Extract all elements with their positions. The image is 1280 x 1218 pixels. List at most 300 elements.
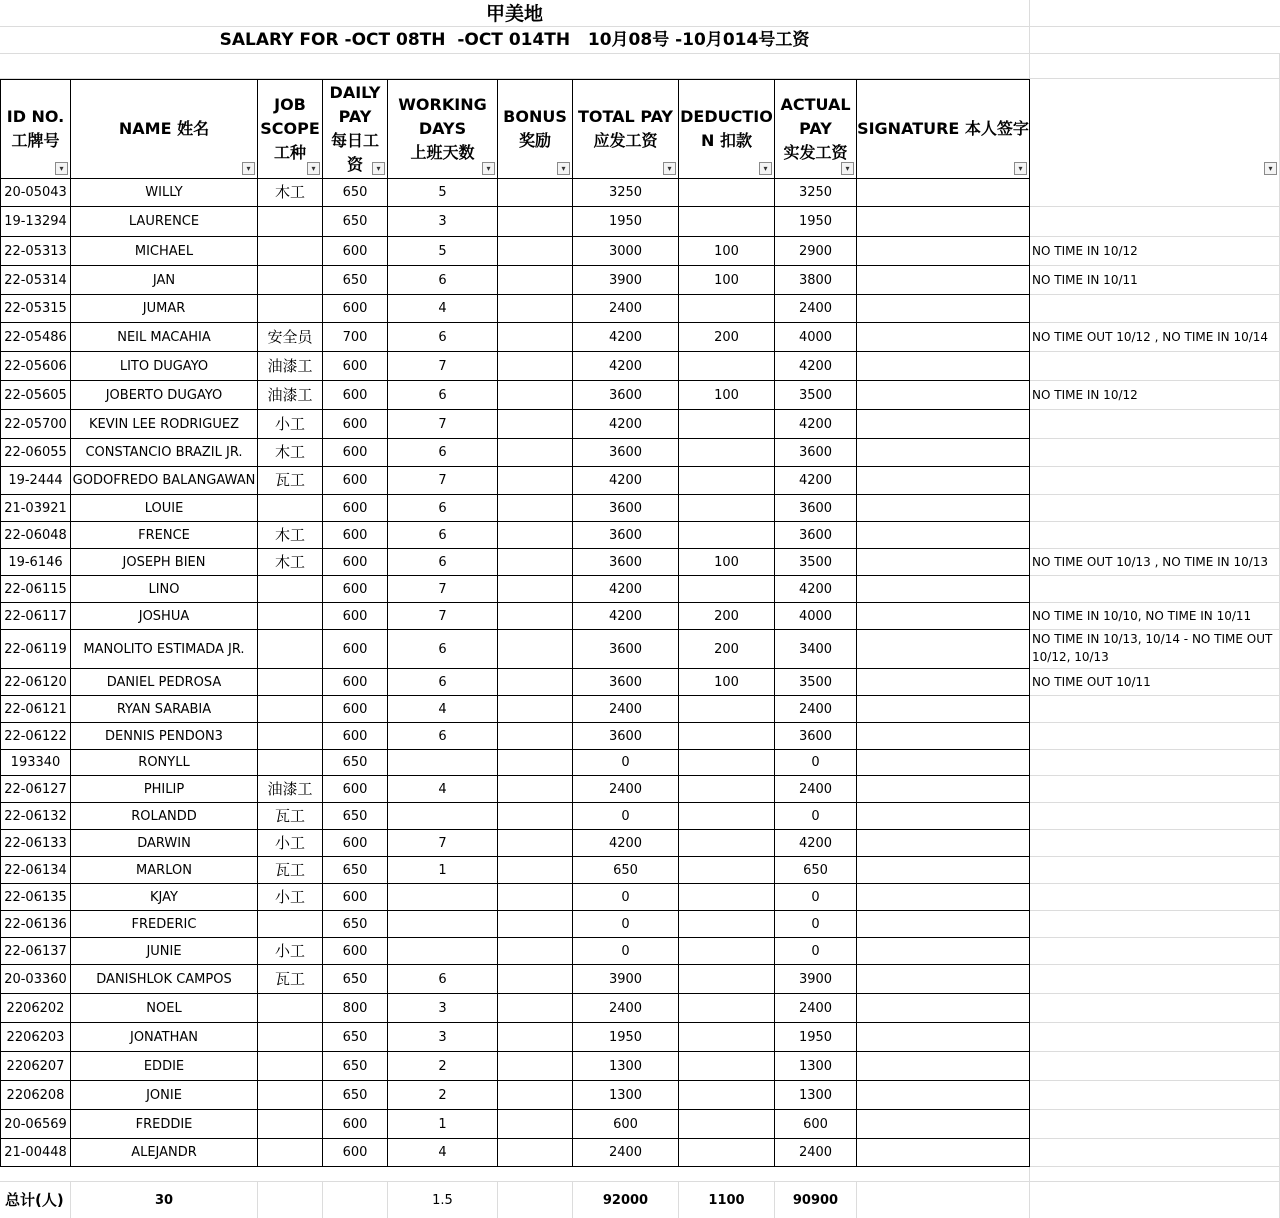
bonus-cell[interactable] xyxy=(498,1139,572,1166)
actual-pay-cell[interactable]: 0 xyxy=(811,889,820,905)
daily-pay-cell[interactable]: 600 xyxy=(342,608,368,624)
name-cell[interactable]: NEIL MACAHIA xyxy=(117,329,211,345)
bonus-cell[interactable] xyxy=(498,576,572,602)
job-scope-cell[interactable] xyxy=(258,603,322,629)
deduction-cell[interactable]: 100 xyxy=(714,674,739,690)
deduction-cell[interactable]: 100 xyxy=(714,243,739,259)
job-scope-cell[interactable] xyxy=(258,1023,322,1051)
signature-cell[interactable] xyxy=(857,323,1029,351)
deduction-cell[interactable] xyxy=(679,857,774,883)
job-scope-cell[interactable] xyxy=(258,1110,322,1138)
totals-label[interactable]: 总计(人) xyxy=(5,1191,64,1209)
signature-cell[interactable] xyxy=(857,237,1029,265)
id-cell[interactable]: 20-06569 xyxy=(4,1116,67,1132)
totals-actual-pay[interactable]: 90900 xyxy=(792,1193,839,1208)
actual-pay-cell[interactable]: 1950 xyxy=(798,214,833,229)
working-days-cell[interactable]: 7 xyxy=(438,473,447,488)
name-cell[interactable]: JONATHAN xyxy=(129,1029,198,1045)
deduction-cell[interactable] xyxy=(679,776,774,802)
working-days-cell[interactable]: 7 xyxy=(438,416,447,432)
id-cell[interactable]: 22-06127 xyxy=(4,781,67,797)
total-pay-cell[interactable]: 3600 xyxy=(608,554,643,570)
actual-pay-cell[interactable]: 3900 xyxy=(798,971,833,987)
name-cell[interactable]: LINO xyxy=(148,581,180,597)
daily-pay-cell[interactable]: 600 xyxy=(342,1145,368,1160)
working-days-cell[interactable] xyxy=(388,938,497,964)
name-cell[interactable]: DANIEL PEDROSA xyxy=(106,674,222,690)
working-days-cell[interactable]: 6 xyxy=(438,527,447,543)
bonus-cell[interactable] xyxy=(498,965,572,993)
daily-pay-cell[interactable]: 600 xyxy=(342,358,368,374)
daily-pay-cell[interactable]: 650 xyxy=(342,1087,368,1103)
name-cell[interactable]: EDDIE xyxy=(143,1058,185,1074)
id-cell[interactable]: 22-05486 xyxy=(4,329,67,345)
id-cell[interactable]: 22-05700 xyxy=(4,416,67,432)
working-days-cell[interactable]: 7 xyxy=(438,835,447,851)
working-days-cell[interactable]: 2 xyxy=(438,1058,447,1074)
signature-cell[interactable] xyxy=(857,630,1029,668)
daily-pay-cell[interactable]: 650 xyxy=(342,971,368,987)
deduction-cell[interactable] xyxy=(679,830,774,856)
daily-pay-cell[interactable]: 600 xyxy=(342,701,368,717)
signature-cell[interactable] xyxy=(857,857,1029,883)
total-pay-cell[interactable]: 3600 xyxy=(608,728,643,744)
signature-cell[interactable] xyxy=(857,938,1029,964)
total-pay-cell[interactable]: 2400 xyxy=(608,301,643,316)
actual-pay-cell[interactable]: 600 xyxy=(803,1116,828,1132)
working-days-cell[interactable]: 7 xyxy=(438,358,447,374)
filter-dropdown-icon[interactable]: ▾ xyxy=(55,162,68,175)
total-pay-cell[interactable]: 4200 xyxy=(608,608,643,624)
signature-cell[interactable] xyxy=(857,603,1029,629)
bonus-cell[interactable] xyxy=(498,1052,572,1080)
name-cell[interactable]: WILLY xyxy=(145,185,183,200)
bonus-cell[interactable] xyxy=(498,669,572,695)
deduction-cell[interactable] xyxy=(679,994,774,1022)
deduction-cell[interactable] xyxy=(679,965,774,993)
total-pay-cell[interactable]: 2400 xyxy=(608,1000,643,1016)
job-scope-cell[interactable]: 油漆工 xyxy=(267,356,313,375)
deduction-cell[interactable] xyxy=(679,295,774,322)
total-pay-cell[interactable]: 3600 xyxy=(608,527,643,543)
bonus-cell[interactable] xyxy=(498,938,572,964)
name-cell[interactable]: FREDERIC xyxy=(131,916,197,932)
id-cell[interactable]: 22-05313 xyxy=(4,243,67,259)
job-scope-cell[interactable] xyxy=(258,237,322,265)
deduction-cell[interactable] xyxy=(679,522,774,548)
actual-pay-cell[interactable]: 2400 xyxy=(798,781,833,797)
signature-cell[interactable] xyxy=(857,549,1029,575)
signature-cell[interactable] xyxy=(857,439,1029,466)
total-pay-cell[interactable]: 600 xyxy=(613,1116,638,1132)
daily-pay-cell[interactable]: 600 xyxy=(342,835,368,851)
job-scope-cell[interactable] xyxy=(258,1081,322,1109)
id-cell[interactable]: 22-06119 xyxy=(4,641,67,657)
job-scope-cell[interactable]: 木工 xyxy=(274,525,305,544)
id-cell[interactable]: 21-03921 xyxy=(4,500,67,516)
signature-cell[interactable] xyxy=(857,994,1029,1022)
total-pay-cell[interactable]: 4200 xyxy=(608,329,643,345)
deduction-cell[interactable] xyxy=(679,750,774,775)
job-scope-cell[interactable]: 木工 xyxy=(274,183,305,201)
job-scope-cell[interactable]: 瓦工 xyxy=(274,806,305,825)
total-pay-cell[interactable]: 0 xyxy=(621,755,630,770)
filter-dropdown-icon[interactable]: ▾ xyxy=(482,162,495,175)
actual-pay-cell[interactable]: 4200 xyxy=(798,416,833,432)
deduction-cell[interactable] xyxy=(679,696,774,722)
name-cell[interactable]: MANOLITO ESTIMADA JR. xyxy=(83,641,245,657)
signature-cell[interactable] xyxy=(857,1023,1029,1051)
bonus-cell[interactable] xyxy=(498,696,572,722)
id-cell[interactable]: 2206207 xyxy=(6,1058,65,1074)
deduction-cell[interactable] xyxy=(679,352,774,380)
daily-pay-cell[interactable]: 650 xyxy=(342,1058,368,1074)
bonus-cell[interactable] xyxy=(498,776,572,802)
actual-pay-cell[interactable]: 4200 xyxy=(798,835,833,851)
deduction-cell[interactable] xyxy=(679,1023,774,1051)
deduction-cell[interactable] xyxy=(679,803,774,829)
total-pay-cell[interactable]: 0 xyxy=(621,889,630,905)
deduction-cell[interactable] xyxy=(679,495,774,521)
signature-cell[interactable] xyxy=(857,911,1029,937)
name-cell[interactable]: DARWIN xyxy=(137,835,191,851)
id-cell[interactable]: 22-06055 xyxy=(4,445,67,460)
id-cell[interactable]: 22-06133 xyxy=(4,835,67,851)
total-pay-cell[interactable]: 0 xyxy=(621,943,630,959)
id-cell[interactable]: 22-05606 xyxy=(4,358,67,374)
working-days-cell[interactable]: 6 xyxy=(438,971,447,987)
job-scope-cell[interactable]: 油漆工 xyxy=(267,779,313,798)
bonus-cell[interactable] xyxy=(498,830,572,856)
id-cell[interactable]: 22-06121 xyxy=(4,701,67,717)
signature-cell[interactable] xyxy=(857,669,1029,695)
id-cell[interactable]: 22-06134 xyxy=(4,862,67,878)
deduction-cell[interactable] xyxy=(679,207,774,236)
signature-cell[interactable] xyxy=(857,467,1029,494)
bonus-cell[interactable] xyxy=(498,1110,572,1138)
total-pay-cell[interactable]: 3600 xyxy=(608,641,643,657)
job-scope-cell[interactable] xyxy=(258,266,322,294)
total-pay-cell[interactable]: 3600 xyxy=(608,445,643,460)
id-cell[interactable]: 22-05314 xyxy=(4,272,67,288)
daily-pay-cell[interactable]: 650 xyxy=(342,272,368,288)
working-days-cell[interactable]: 6 xyxy=(438,387,447,403)
bonus-cell[interactable] xyxy=(498,522,572,548)
bonus-cell[interactable] xyxy=(498,179,572,206)
id-cell[interactable]: 22-06135 xyxy=(4,889,67,905)
job-scope-cell[interactable]: 油漆工 xyxy=(267,385,313,404)
name-cell[interactable]: JUMAR xyxy=(142,301,186,316)
name-cell[interactable]: LOUIE xyxy=(144,500,184,516)
name-cell[interactable]: LITO DUGAYO xyxy=(119,358,209,374)
total-pay-cell[interactable]: 0 xyxy=(621,916,630,932)
name-cell[interactable]: JAN xyxy=(152,272,176,288)
filter-dropdown-icon[interactable]: ▾ xyxy=(841,162,854,175)
actual-pay-cell[interactable]: 4200 xyxy=(798,358,833,374)
total-pay-cell[interactable]: 4200 xyxy=(608,358,643,374)
name-cell[interactable]: JUNIE xyxy=(146,943,182,959)
bonus-cell[interactable] xyxy=(498,237,572,265)
name-cell[interactable]: KJAY xyxy=(150,889,178,905)
job-scope-cell[interactable] xyxy=(258,669,322,695)
job-scope-cell[interactable] xyxy=(258,1052,322,1080)
actual-pay-cell[interactable]: 0 xyxy=(811,755,820,770)
working-days-cell[interactable]: 3 xyxy=(438,1000,447,1016)
name-cell[interactable]: PHILIP xyxy=(143,781,185,797)
job-scope-cell[interactable] xyxy=(258,994,322,1022)
bonus-cell[interactable] xyxy=(498,803,572,829)
total-pay-cell[interactable]: 3600 xyxy=(608,387,643,403)
name-cell[interactable]: JOSEPH BIEN xyxy=(122,554,206,570)
actual-pay-cell[interactable]: 2400 xyxy=(798,701,833,717)
filter-dropdown-icon[interactable]: ▾ xyxy=(372,162,385,175)
job-scope-cell[interactable] xyxy=(258,207,322,236)
working-days-cell[interactable]: 7 xyxy=(438,608,447,624)
name-cell[interactable]: ALEJANDR xyxy=(131,1145,197,1160)
signature-cell[interactable] xyxy=(857,381,1029,409)
actual-pay-cell[interactable]: 3400 xyxy=(798,641,833,657)
job-scope-cell[interactable] xyxy=(258,750,322,775)
job-scope-cell[interactable]: 木工 xyxy=(274,552,305,571)
name-cell[interactable]: FRENCE xyxy=(138,527,190,543)
working-days-cell[interactable]: 6 xyxy=(438,500,447,516)
actual-pay-cell[interactable]: 3800 xyxy=(798,272,833,288)
id-cell[interactable]: 22-06120 xyxy=(4,674,67,690)
signature-cell[interactable] xyxy=(857,352,1029,380)
filter-dropdown-icon[interactable]: ▾ xyxy=(307,162,320,175)
deduction-cell[interactable]: 200 xyxy=(714,608,739,624)
total-pay-cell[interactable]: 3600 xyxy=(608,674,643,690)
total-pay-cell[interactable]: 1950 xyxy=(608,214,643,229)
deduction-cell[interactable] xyxy=(679,1081,774,1109)
working-days-cell[interactable] xyxy=(388,803,497,829)
name-cell[interactable]: MICHAEL xyxy=(134,243,194,259)
actual-pay-cell[interactable]: 3500 xyxy=(798,554,833,570)
signature-cell[interactable] xyxy=(857,1052,1029,1080)
total-pay-cell[interactable]: 3900 xyxy=(608,971,643,987)
total-pay-cell[interactable]: 2400 xyxy=(608,1145,643,1160)
actual-pay-cell[interactable]: 3500 xyxy=(798,387,833,403)
id-cell[interactable]: 22-06048 xyxy=(4,527,67,543)
working-days-cell[interactable] xyxy=(388,750,497,775)
totals-days[interactable]: 1.5 xyxy=(432,1193,453,1208)
daily-pay-cell[interactable]: 650 xyxy=(342,214,368,229)
job-scope-cell[interactable] xyxy=(258,576,322,602)
bonus-cell[interactable] xyxy=(498,723,572,749)
working-days-cell[interactable] xyxy=(388,911,497,937)
actual-pay-cell[interactable]: 2400 xyxy=(798,1000,833,1016)
id-cell[interactable]: 19-6146 xyxy=(8,554,63,570)
daily-pay-cell[interactable]: 600 xyxy=(342,889,368,905)
working-days-cell[interactable]: 7 xyxy=(438,581,447,597)
deduction-cell[interactable]: 200 xyxy=(714,641,739,657)
job-scope-cell[interactable]: 小工 xyxy=(274,941,305,960)
actual-pay-cell[interactable]: 4200 xyxy=(798,581,833,597)
deduction-cell[interactable] xyxy=(679,576,774,602)
job-scope-cell[interactable]: 瓦工 xyxy=(274,860,305,879)
working-days-cell[interactable]: 4 xyxy=(438,301,447,316)
name-cell[interactable]: JOSHUA xyxy=(138,608,190,624)
working-days-cell[interactable]: 6 xyxy=(438,728,447,744)
signature-cell[interactable] xyxy=(857,803,1029,829)
filter-dropdown-icon[interactable]: ▾ xyxy=(1014,162,1027,175)
working-days-cell[interactable]: 4 xyxy=(438,701,447,717)
daily-pay-cell[interactable]: 650 xyxy=(342,185,368,200)
actual-pay-cell[interactable]: 3600 xyxy=(798,728,833,744)
bonus-cell[interactable] xyxy=(498,295,572,322)
daily-pay-cell[interactable]: 650 xyxy=(342,808,368,824)
filter-dropdown-icon[interactable]: ▾ xyxy=(1264,162,1277,175)
actual-pay-cell[interactable]: 1300 xyxy=(798,1087,833,1103)
total-pay-cell[interactable]: 4200 xyxy=(608,835,643,851)
total-pay-cell[interactable]: 1950 xyxy=(608,1029,643,1045)
actual-pay-cell[interactable]: 4000 xyxy=(798,329,833,345)
daily-pay-cell[interactable]: 600 xyxy=(342,1116,368,1132)
signature-cell[interactable] xyxy=(857,410,1029,438)
working-days-cell[interactable] xyxy=(388,884,497,910)
actual-pay-cell[interactable]: 4000 xyxy=(798,608,833,624)
signature-cell[interactable] xyxy=(857,495,1029,521)
bonus-cell[interactable] xyxy=(498,495,572,521)
deduction-cell[interactable] xyxy=(679,1110,774,1138)
total-pay-cell[interactable]: 4200 xyxy=(608,473,643,488)
actual-pay-cell[interactable]: 3600 xyxy=(798,527,833,543)
daily-pay-cell[interactable]: 600 xyxy=(342,416,368,432)
job-scope-cell[interactable] xyxy=(258,295,322,322)
bonus-cell[interactable] xyxy=(498,884,572,910)
bonus-cell[interactable] xyxy=(498,410,572,438)
name-cell[interactable]: GODOFREDO BALANGAWAN xyxy=(72,473,256,488)
daily-pay-cell[interactable]: 600 xyxy=(342,445,368,460)
working-days-cell[interactable]: 1 xyxy=(438,1116,447,1132)
bonus-cell[interactable] xyxy=(498,603,572,629)
job-scope-cell[interactable] xyxy=(258,495,322,521)
name-cell[interactable]: MARLON xyxy=(136,862,192,878)
name-cell[interactable]: LAURENCE xyxy=(128,214,200,229)
total-pay-cell[interactable]: 2400 xyxy=(608,701,643,717)
actual-pay-cell[interactable]: 3600 xyxy=(798,500,833,516)
id-cell[interactable]: 21-00448 xyxy=(4,1145,67,1160)
actual-pay-cell[interactable]: 4200 xyxy=(798,473,833,488)
actual-pay-cell[interactable]: 650 xyxy=(803,862,828,878)
name-cell[interactable]: DANISHLOK CAMPOS xyxy=(96,971,232,987)
bonus-cell[interactable] xyxy=(498,467,572,494)
daily-pay-cell[interactable]: 600 xyxy=(342,243,368,259)
name-cell[interactable]: ROLANDD xyxy=(131,808,197,824)
name-cell[interactable]: JONIE xyxy=(146,1087,182,1103)
total-pay-cell[interactable]: 0 xyxy=(621,808,630,824)
id-cell[interactable]: 2206203 xyxy=(6,1029,65,1045)
actual-pay-cell[interactable]: 1950 xyxy=(798,1029,833,1045)
daily-pay-cell[interactable]: 600 xyxy=(342,527,368,543)
job-scope-cell[interactable] xyxy=(258,911,322,937)
job-scope-cell[interactable]: 小工 xyxy=(274,833,305,852)
name-cell[interactable]: KEVIN LEE RODRIGUEZ xyxy=(89,416,239,432)
actual-pay-cell[interactable]: 2900 xyxy=(798,243,833,259)
job-scope-cell[interactable]: 小工 xyxy=(274,887,305,906)
daily-pay-cell[interactable]: 600 xyxy=(342,674,368,690)
deduction-cell[interactable] xyxy=(679,884,774,910)
deduction-cell[interactable] xyxy=(679,911,774,937)
signature-cell[interactable] xyxy=(857,696,1029,722)
bonus-cell[interactable] xyxy=(498,323,572,351)
working-days-cell[interactable]: 6 xyxy=(438,272,447,288)
filter-dropdown-icon[interactable]: ▾ xyxy=(759,162,772,175)
working-days-cell[interactable]: 6 xyxy=(438,329,447,345)
working-days-cell[interactable]: 4 xyxy=(438,781,447,797)
deduction-cell[interactable] xyxy=(679,179,774,206)
actual-pay-cell[interactable]: 3600 xyxy=(798,445,833,460)
actual-pay-cell[interactable]: 1300 xyxy=(798,1058,833,1074)
id-cell[interactable]: 22-05315 xyxy=(4,301,67,316)
deduction-cell[interactable] xyxy=(679,938,774,964)
id-cell[interactable]: 20-05043 xyxy=(4,185,67,200)
totals-deduction[interactable]: 1100 xyxy=(708,1193,745,1208)
daily-pay-cell[interactable]: 600 xyxy=(342,387,368,403)
total-pay-cell[interactable]: 4200 xyxy=(608,416,643,432)
working-days-cell[interactable]: 2 xyxy=(438,1087,447,1103)
actual-pay-cell[interactable]: 3500 xyxy=(798,674,833,690)
daily-pay-cell[interactable]: 650 xyxy=(342,916,368,932)
id-cell[interactable]: 20-03360 xyxy=(4,971,67,987)
deduction-cell[interactable]: 100 xyxy=(714,387,739,403)
filter-dropdown-icon[interactable]: ▾ xyxy=(557,162,570,175)
daily-pay-cell[interactable]: 600 xyxy=(342,500,368,516)
name-cell[interactable]: JOBERTO DUGAYO xyxy=(105,387,223,403)
name-cell[interactable]: FREDDIE xyxy=(135,1116,193,1132)
deduction-cell[interactable]: 200 xyxy=(714,329,739,345)
signature-cell[interactable] xyxy=(857,295,1029,322)
total-pay-cell[interactable]: 2400 xyxy=(608,781,643,797)
working-days-cell[interactable]: 3 xyxy=(438,1029,447,1045)
working-days-cell[interactable]: 6 xyxy=(438,641,447,657)
bonus-cell[interactable] xyxy=(498,266,572,294)
actual-pay-cell[interactable]: 2400 xyxy=(798,1145,833,1160)
working-days-cell[interactable]: 6 xyxy=(438,445,447,460)
actual-pay-cell[interactable]: 0 xyxy=(811,916,820,932)
daily-pay-cell[interactable]: 600 xyxy=(342,943,368,959)
actual-pay-cell[interactable]: 0 xyxy=(811,808,820,824)
deduction-cell[interactable]: 100 xyxy=(714,554,739,570)
bonus-cell[interactable] xyxy=(498,439,572,466)
working-days-cell[interactable]: 5 xyxy=(438,185,447,200)
deduction-cell[interactable]: 100 xyxy=(714,272,739,288)
signature-cell[interactable] xyxy=(857,1110,1029,1138)
working-days-cell[interactable]: 5 xyxy=(438,243,447,259)
deduction-cell[interactable] xyxy=(679,1052,774,1080)
total-pay-cell[interactable]: 4200 xyxy=(608,581,643,597)
job-scope-cell[interactable]: 瓦工 xyxy=(274,969,305,988)
signature-cell[interactable] xyxy=(857,576,1029,602)
working-days-cell[interactable]: 3 xyxy=(438,214,447,229)
actual-pay-cell[interactable]: 3250 xyxy=(798,185,833,200)
actual-pay-cell[interactable]: 0 xyxy=(811,943,820,959)
job-scope-cell[interactable] xyxy=(258,1139,322,1166)
signature-cell[interactable] xyxy=(857,522,1029,548)
daily-pay-cell[interactable]: 650 xyxy=(342,862,368,878)
signature-cell[interactable] xyxy=(857,207,1029,236)
job-scope-cell[interactable]: 小工 xyxy=(274,414,305,433)
totals-total-pay[interactable]: 92000 xyxy=(602,1193,649,1208)
id-cell[interactable]: 22-06122 xyxy=(4,728,67,744)
actual-pay-cell[interactable]: 2400 xyxy=(798,301,833,316)
total-pay-cell[interactable]: 3000 xyxy=(608,243,643,259)
bonus-cell[interactable] xyxy=(498,1023,572,1051)
name-cell[interactable]: NOEL xyxy=(146,1000,182,1016)
name-cell[interactable]: DENNIS PENDON3 xyxy=(105,728,223,744)
bonus-cell[interactable] xyxy=(498,911,572,937)
daily-pay-cell[interactable]: 600 xyxy=(342,581,368,597)
